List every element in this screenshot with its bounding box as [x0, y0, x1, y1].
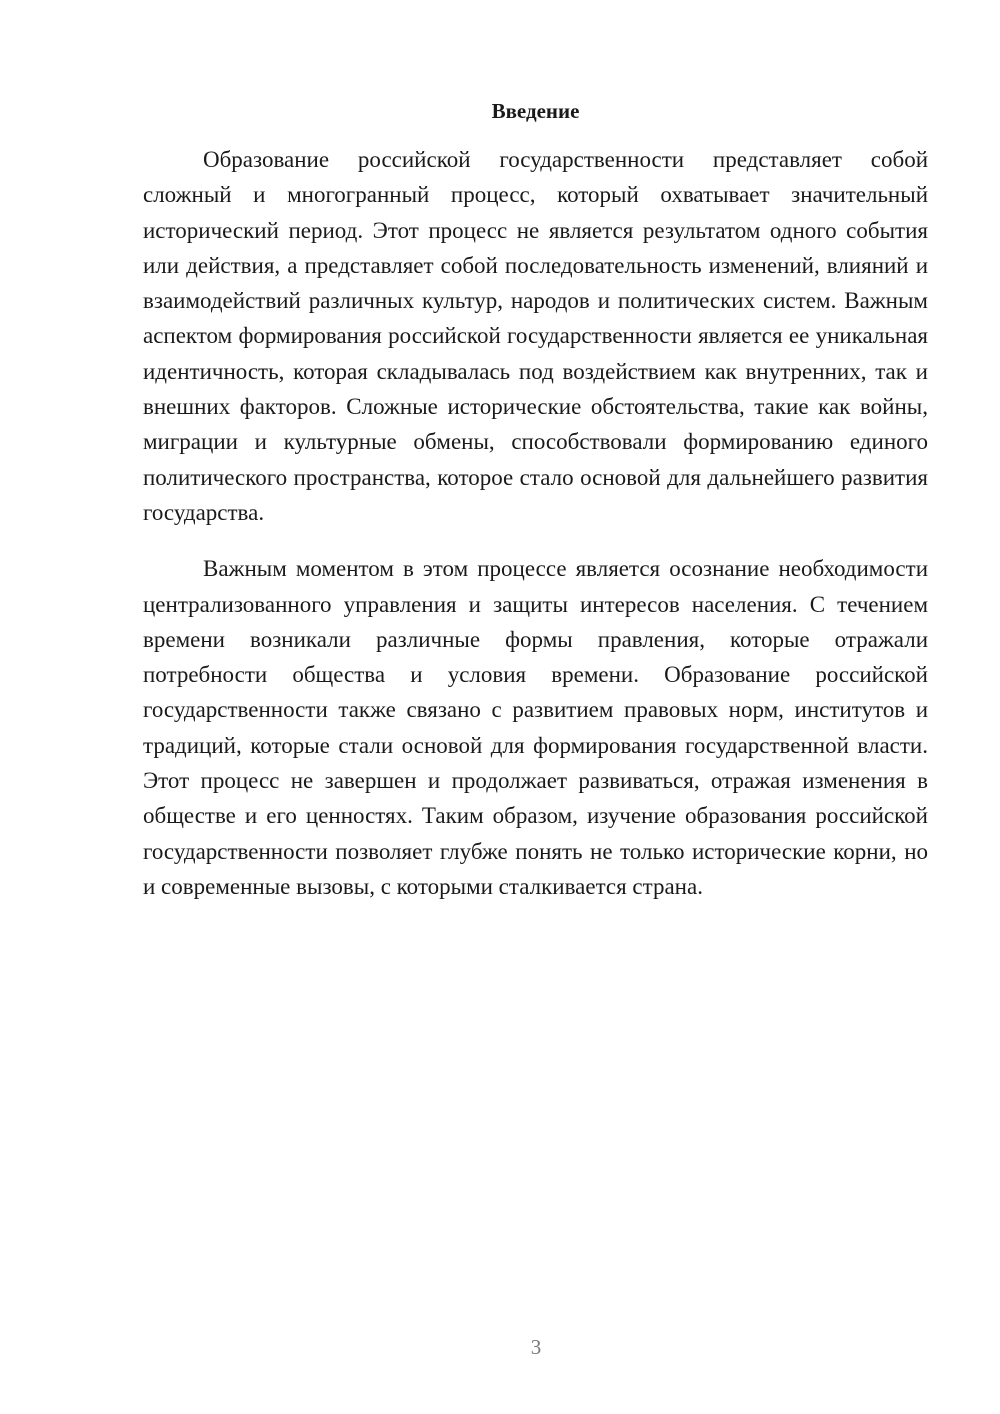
page-number: 3: [530, 1335, 542, 1359]
paragraph-1: Образование российской государственности представляет собой сложный и многогранный процесс, который охватывает значительный исторический период. Этот процесс не является результатом одного события или действия, а представляет собой последовательность изменений, влияний и взаимодействий различных культур, народов и политических систем. Важным аспектом формирования российской государственности является ее уникальная идентичность, которая складывалась под воздействием как внутренних, так и внешних факторов. Сложные исторические обстоятельства, такие как войны, миграции и культурные обмены, способствовали формированию единого политического пространства, которое стало основой для дальнейшего развития государства.: [143, 147, 928, 525]
paragraph-2: Важным моментом в этом процессе является осознание необходимости централизованного управления и защиты интересов населения. С течением времени возникали различные формы правления, которые отражали потребности общества и условия времени. Образование российской государственности также связано с развитием правовых норм, институтов и традиций, которые стали основой для формирования государственной власти. Этот процесс не завершен и продолжает развиваться, отражая изменения в обществе и его ценностях. Таким образом, изучение образования российской государственности позволяет глубже понять не только исторические корни, но и современные вызовы, с которыми сталкивается страна.: [143, 556, 928, 899]
section-title: Введение: [491, 99, 580, 123]
body-text: [143, 142, 928, 904]
